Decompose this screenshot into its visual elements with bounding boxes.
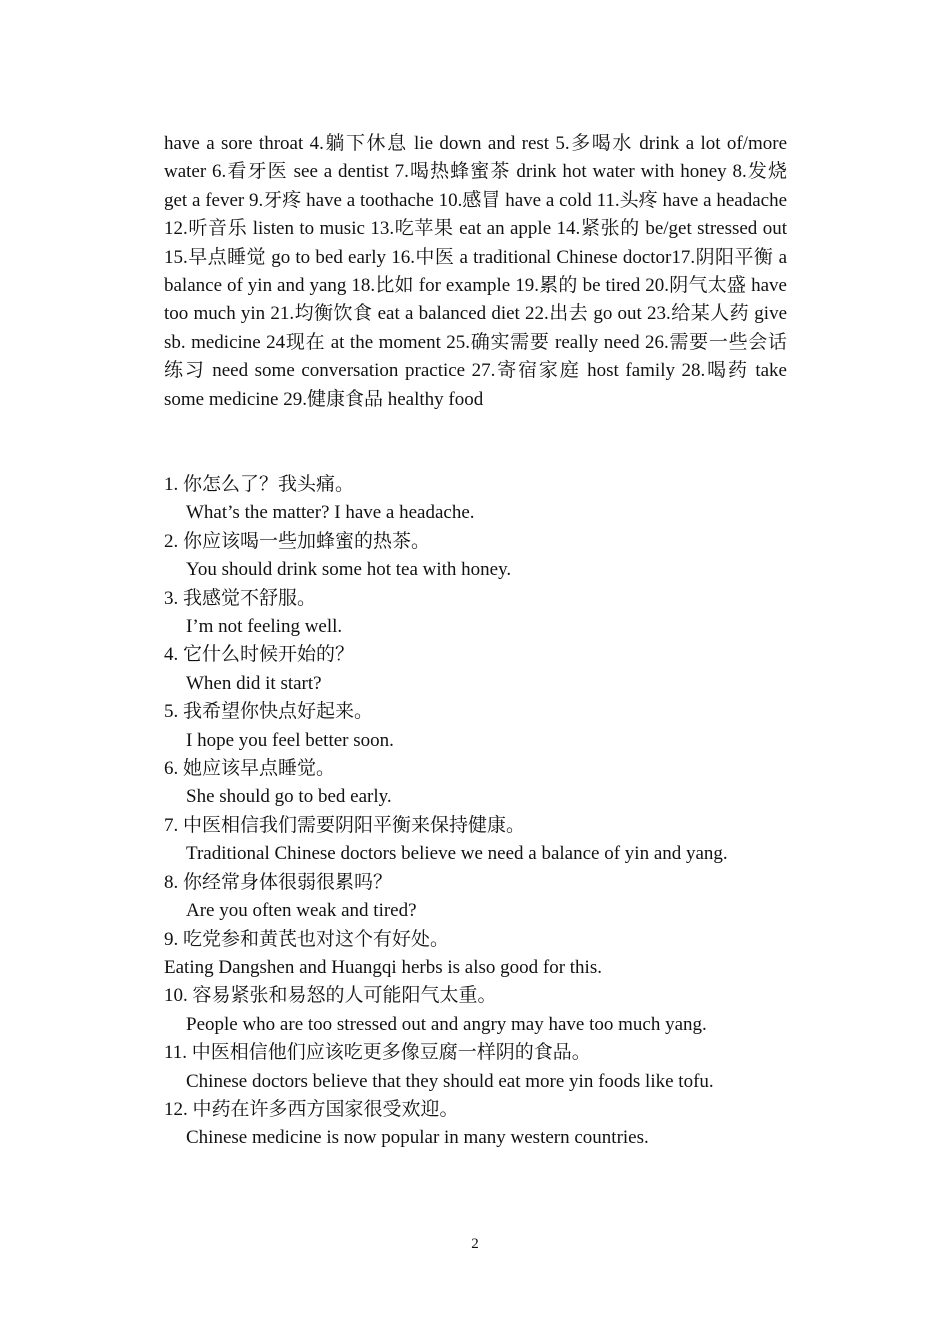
item-number: 6. [164,758,183,780]
chinese-sentence: 吃党参和黄芪也对这个有好处。 [183,928,450,950]
item-number: 2. [164,530,183,552]
chinese-sentence: 中医相信我们需要阴阳平衡来保持健康。 [183,814,526,836]
english-sentence: I’m not feeling well. [186,616,343,638]
chinese-sentence: 我希望你快点好起来。 [183,701,374,723]
english-sentence: Traditional Chinese doctors believe we need a balance of yin and yang. [186,843,728,865]
english-sentence: Eating Dangshen and Huangqi herbs is also good for this. [164,956,602,978]
list-item [164,641,787,698]
english-sentence: When did it start? [186,672,322,694]
page-number: 2 [471,1236,479,1252]
chinese-sentence: 我感觉不舒服。 [183,587,317,609]
item-number: 10. [164,985,193,1007]
item-number: 3. [164,587,183,609]
list-item [164,471,787,528]
english-sentence: Are you often weak and tired? [186,900,417,922]
item-number: 1. [164,474,183,495]
list-item [164,869,787,926]
english-sentence: People who are too stressed out and angry may have too much yang. [186,1013,707,1035]
list-item [164,926,787,983]
list-item [164,982,787,1039]
english-sentence: Chinese medicine is now popular in many western countries. [186,1127,649,1149]
item-number: 4. [164,644,183,666]
item-number: 11. [164,1042,192,1064]
item-number: 7. [164,814,183,836]
list-item [164,698,787,755]
chinese-sentence: 中药在许多西方国家很受欢迎。 [192,1098,459,1120]
english-sentence: You should drink some hot tea with honey. [186,559,512,581]
chinese-sentence: 她应该早点睡觉。 [183,758,336,780]
chinese-sentence: 中医相信他们应该吃更多像豆腐一样阴的食品。 [191,1042,591,1064]
english-sentence: She should go to bed early. [186,786,392,808]
list-item [164,1039,787,1096]
chinese-sentence: 它什么时候开始的？ [183,644,355,666]
item-number: 5. [164,701,183,723]
list-item [164,585,787,642]
english-sentence: What’s the matter? I have a headache. [186,502,475,524]
chinese-sentence: 你怎么了？我头痛。 [183,474,355,495]
list-item [164,755,787,812]
chinese-sentence: 你经常身体很弱很累吗？ [183,871,393,893]
english-sentence: I hope you feel better soon. [186,729,394,751]
chinese-sentence: 容易紧张和易怒的人可能阳气太重。 [192,985,497,1007]
vocabulary-paragraph: have a sore throat 4.躺下休息 lie down and rest 5.多喝水 drink a lot of/more water 6.看牙医 see a dentist 7.喝热蜂蜜茶 drink hot water with honey 8.发烧 get a fever 9.牙疼 have a toothache 10.感冒 have a cold 11.头疼 have a headache 12.听音乐 listen to music 13.吃苹果 eat an apple 14.紧张的 be/get stressed out 15.早点睡觉 go to bed early 16.中医 a traditional Chinese doctor17.阴阳平衡 a balance of yin and yang 18.比如 for example 19.累的 be tired 20.阴气太盛 have too much yin 21.均衡饮食 eat a balanced diet 22.出去 go out 23.给某人药 give sb. medicine 24现在 at the moment 25.确实需要 really need 26.需要一些会话练习 need some conversation practice 27.寄宿家庭 host family 28.喝药 take some medicine 29.健康食品 healthy food [164,133,787,410]
item-number: 8. [164,871,183,893]
chinese-sentence: 你应该喝一些加蜂蜜的热茶。 [183,530,431,552]
item-number: 9. [164,928,183,950]
list-item [164,1096,787,1153]
english-sentence: Chinese doctors believe that they should eat more yin foods like tofu. [186,1070,714,1092]
sentence-list [164,471,787,1153]
item-number: 12. [164,1098,193,1120]
list-item [164,812,787,869]
list-item [164,528,787,585]
